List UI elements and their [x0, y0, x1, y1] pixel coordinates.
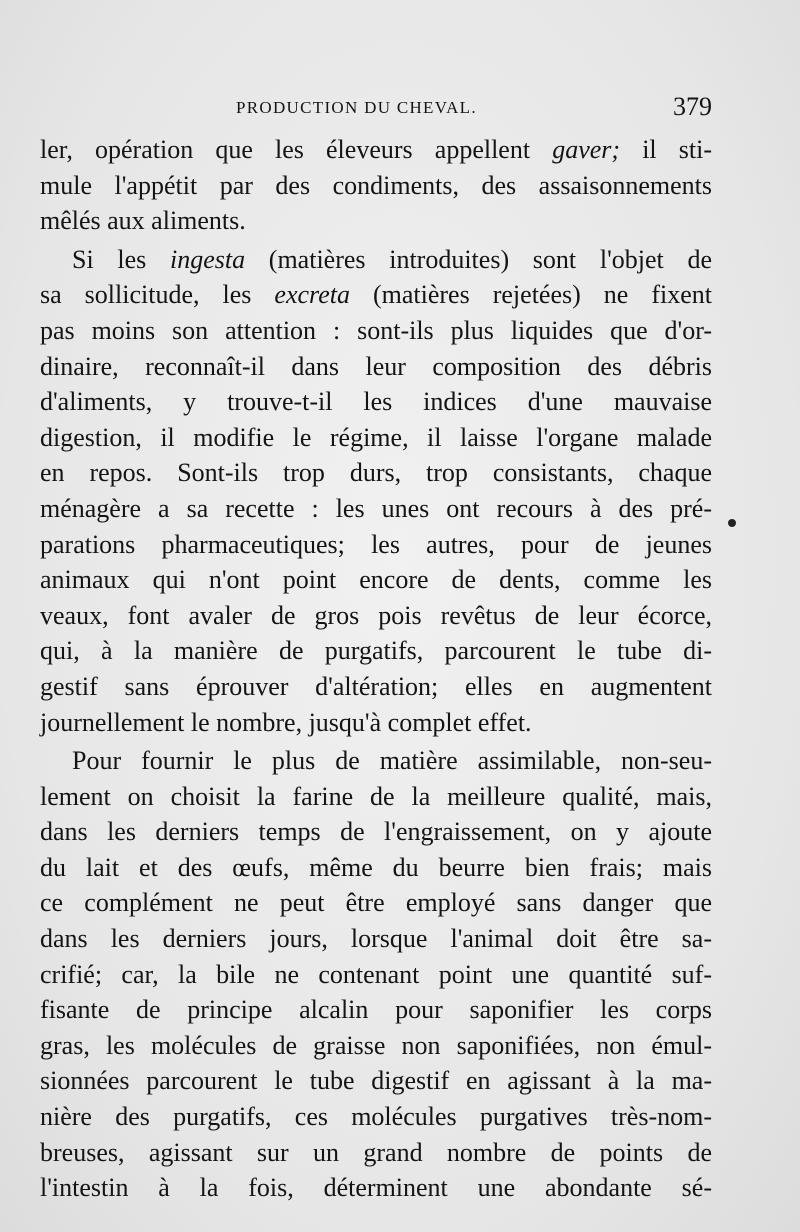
text-line: ler, opération que les éleveurs appellent gaver; il sti- — [40, 135, 712, 164]
text-line: Pour fournir le plus de matière assimilable, non-seu- — [72, 746, 712, 776]
text-line: animaux qui n'ont point encore de dents, comme les — [40, 565, 712, 595]
text-line: Si les ingesta (matières introduites) sont l'objet de — [72, 244, 712, 274]
text-line: journellement le nombre, jusqu'à complet effet. — [40, 707, 532, 737]
text-line: veaux, font avaler de gros pois revêtus de leur écorce, — [40, 600, 712, 630]
text-line: digestion, il modifie le régime, il laisse l'organe malade — [40, 422, 712, 452]
text-line: parations pharmaceutiques; les autres, pour de jeunes — [40, 529, 712, 559]
text-line: gestif sans éprouver d'altération; elles en augmentent — [40, 671, 712, 701]
text-line: mêlés aux aliments. — [40, 206, 246, 236]
text-line: dinaire, reconnaît-il dans leur composition des débris — [40, 351, 712, 381]
text-line: sa sollicitude, les excreta (matières rejetées) ne fixent — [40, 280, 713, 310]
text-line: qui, à la manière de purgatifs, parcourent le tube di- — [40, 636, 712, 666]
text-line: dans les derniers jours, lorsque l'animal doit être sa- — [40, 924, 712, 954]
text-line: nière des purgatifs, ces molécules purgatives très-nom- — [40, 1102, 712, 1132]
text-line: l'intestin à la fois, déterminent une abondante sé- — [40, 1173, 712, 1203]
text-line: d'aliments, y trouve-t-il les indices d'une mauvaise — [40, 387, 712, 417]
text-line: gras, les molécules de graisse non saponifiées, non émul- — [40, 1030, 712, 1060]
text-line: dans les derniers temps de l'engraissement, on y ajoute — [40, 817, 712, 847]
running-title: PRODUCTION DU CHEVAL. — [236, 98, 477, 117]
text-line: crifié; car, la bile ne contenant point une quantité suf- — [40, 959, 712, 989]
text-line: du lait et des œufs, même du beurre bien frais; mais — [40, 852, 712, 882]
text-line: ménagère a sa recette : les unes ont recours à des pré- — [40, 493, 712, 523]
text-line: pas moins son attention : sont-ils plus liquides que d'or- — [40, 315, 712, 345]
text-line: mule l'appétit par des condiments, des assaisonnements — [40, 170, 712, 200]
text-line: fisante de principe alcalin pour saponifier les corps — [40, 995, 712, 1025]
body-text — [40, 132, 712, 1206]
text-line: breuses, agissant sur un grand nombre de points de — [40, 1137, 712, 1167]
text-line: lement on choisit la farine de la meilleure qualité, mais, — [40, 781, 712, 811]
page-number: 379 — [673, 92, 712, 121]
ink-speck — [728, 519, 736, 527]
running-head — [40, 92, 712, 126]
text-line: en repos. Sont-ils trop durs, trop consistants, chaque — [40, 458, 712, 488]
text-line: ce complément ne peut être employé sans danger que — [40, 888, 712, 918]
text-line: sionnées parcourent le tube digestif en agissant à la ma- — [40, 1066, 712, 1096]
